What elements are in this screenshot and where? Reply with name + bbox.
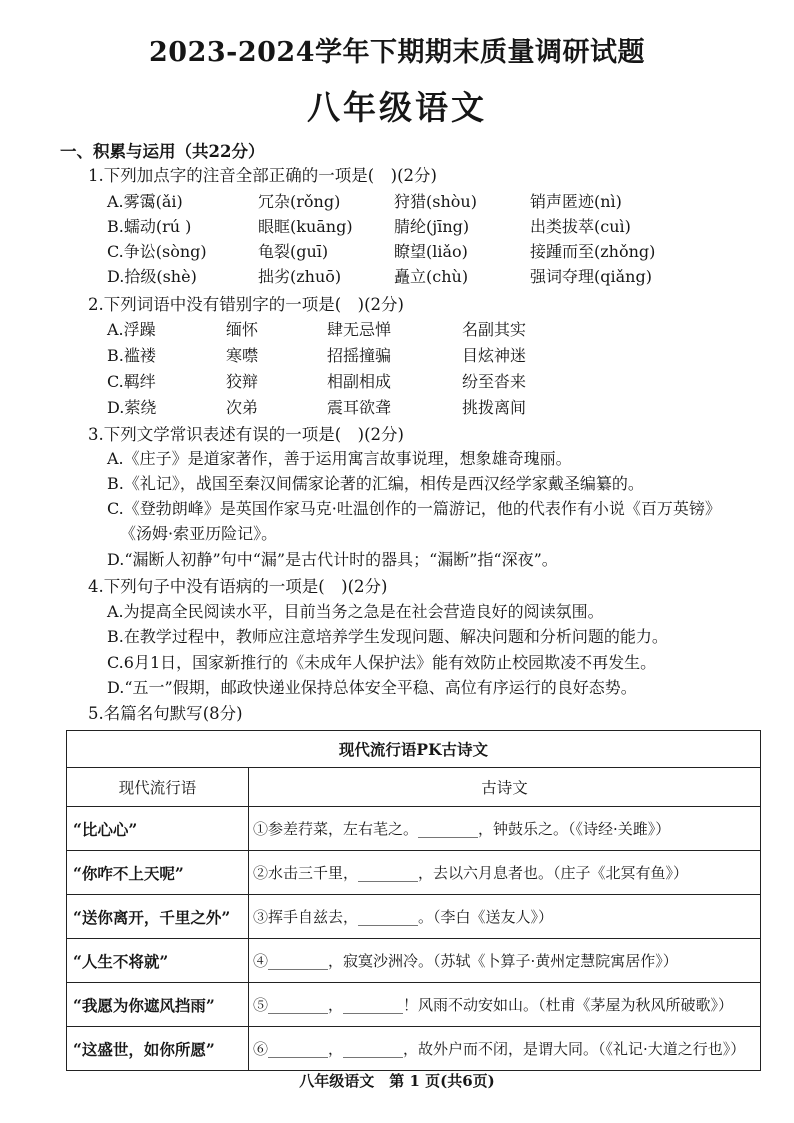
q3-option-d: D.“漏断人初静”句中“漏”是古代计时的器具；“漏断”指“深夜”。 [107, 550, 558, 569]
q1-option-d-2: 拙劣(zhuō) [258, 267, 342, 286]
q4-option-c: C.6月1日，国家新推行的《未成年人保护法》能有效防止校园欺凌不再发生。 [107, 653, 657, 672]
modern-phrase: “我愿为你遮风挡雨” [67, 983, 249, 1027]
q2-option-d-4: 挑拨离间 [462, 398, 527, 417]
poem-dictation-table [66, 730, 761, 1071]
q1-option-a: A.雾霭(ǎi) [107, 192, 183, 211]
q3-option-c-continued: 《汤姆·索亚历险记》。 [120, 524, 278, 543]
q1-option-a-2: 冗杂(rǒng) [258, 192, 341, 211]
q2-option-b-2: 寒噤 [226, 346, 259, 365]
q2-option-b-4: 目炫神迷 [462, 346, 527, 365]
q4-option-d: D.“五一”假期，邮政快递业保持总体安全平稳、高位有序运行的良好态势。 [107, 678, 637, 697]
table-row [67, 939, 761, 983]
q2-option-a: A.浮躁 [107, 320, 156, 339]
q2-option-d-2: 次弟 [226, 398, 259, 417]
table-row [67, 807, 761, 851]
q2-option-b-3: 招摇撞骗 [327, 346, 392, 365]
exam-subject: 八年级语文 [307, 88, 487, 127]
q1-option-b: B.蠕动(rú ) [107, 217, 192, 236]
classical-line: ①参差荇菜，左右芼之。________，钟鼓乐之。（《诗经·关雎》） [249, 807, 761, 851]
question-2-stem: 2.下列词语中没有错别字的一项是( )(2分) [88, 295, 404, 314]
q2-option-c: C.羁绊 [107, 372, 156, 391]
q2-option-b: B.褴褛 [107, 346, 156, 365]
q1-option-b-2: 眼眶(kuāng) [258, 217, 353, 236]
question-1-stem: 1.下列加点字的注音全部正确的一项是( )(2分) [88, 166, 437, 185]
q1-option-d: D.拾级(shè) [107, 267, 197, 286]
section-heading: 一、积累与运用（共22分） [60, 142, 265, 161]
column-header-modern: 现代流行语 [67, 768, 249, 807]
classical-line: ⑤________，________！风雨不动安如山。（杜甫《茅屋为秋风所破歌》） [249, 983, 761, 1027]
modern-phrase: “比心心” [67, 807, 249, 851]
q3-option-b: B.《礼记》，战国至秦汉间儒家论著的汇编，相传是西汉经学家戴圣编纂的。 [107, 474, 644, 493]
q1-option-a-4: 销声匿迹(nì) [530, 192, 622, 211]
q2-option-a-3: 肆无忌惮 [327, 320, 392, 339]
q1-option-c: C.争讼(sòng) [107, 242, 207, 261]
q3-option-a: A.《庄子》是道家著作，善于运用寓言故事说理，想象雄奇瑰丽。 [107, 449, 572, 468]
column-header-classical: 古诗文 [249, 768, 761, 807]
q1-option-c-3: 瞭望(liǎo) [394, 242, 468, 261]
table-row [67, 1027, 761, 1071]
question-4-stem: 4.下列句子中没有语病的一项是( )(2分) [88, 577, 388, 596]
q4-option-a: A.为提高全民阅读水平，目前当务之急是在社会营造良好的阅读氛围。 [107, 602, 604, 621]
q2-option-a-2: 缅怀 [226, 320, 259, 339]
q2-option-c-3: 相副相成 [327, 372, 392, 391]
q2-option-c-2: 狡辩 [226, 372, 259, 391]
modern-phrase: “送你离开，千里之外” [67, 895, 249, 939]
q1-option-a-3: 狩猎(shòu) [394, 192, 477, 211]
q1-option-d-4: 强词夺理(qiǎng) [530, 267, 652, 286]
q1-option-c-2: 龟裂(guī) [258, 242, 329, 261]
page-footer: 八年级语文 第 1 页(共6页) [299, 1072, 495, 1090]
modern-phrase: “你咋不上天呢” [67, 851, 249, 895]
q2-option-c-4: 纷至沓来 [462, 372, 527, 391]
q1-option-b-4: 出类拔萃(cuì) [530, 217, 631, 236]
q4-option-b: B.在教学过程中，教师应注意培养学生发现问题、解决问题和分析问题的能力。 [107, 627, 668, 646]
table-row [67, 851, 761, 895]
q3-option-c: C.《登勃朗峰》是英国作家马克·吐温创作的一篇游记，他的代表作有小说《百万英镑》 [107, 499, 721, 518]
exam-title: 2023-2024学年下期期末质量调研试题 [149, 37, 645, 68]
modern-phrase: “这盛世，如你所愿” [67, 1027, 249, 1071]
q2-option-a-4: 名副其实 [462, 320, 527, 339]
classical-line: ③挥手自兹去，________。（李白《送友人》） [249, 895, 761, 939]
table-caption: 现代流行语PK古诗文 [67, 731, 761, 768]
question-3-stem: 3.下列文学常识表述有误的一项是( )(2分) [88, 425, 404, 444]
q1-option-d-3: 矗立(chù) [394, 267, 469, 286]
q2-option-d-3: 震耳欲聋 [327, 398, 392, 417]
table-row [67, 895, 761, 939]
q2-option-d: D.萦绕 [107, 398, 157, 417]
q1-option-c-4: 接踵而至(zhǒng) [530, 242, 656, 261]
classical-line: ⑥________，________，故外户而不闭，是谓大同。（《礼记·大道之行也》） [249, 1027, 761, 1071]
q1-option-b-3: 腈纶(jīng) [394, 217, 470, 236]
question-5-stem: 5.名篇名句默写(8分) [88, 704, 243, 723]
table-row [67, 983, 761, 1027]
classical-line: ②水击三千里，________，去以六月息者也。（庄子《北冥有鱼》） [249, 851, 761, 895]
classical-line: ④________，寂寞沙洲冷。（苏轼《卜算子·黄州定慧院寓居作》） [249, 939, 761, 983]
modern-phrase: “人生不将就” [67, 939, 249, 983]
